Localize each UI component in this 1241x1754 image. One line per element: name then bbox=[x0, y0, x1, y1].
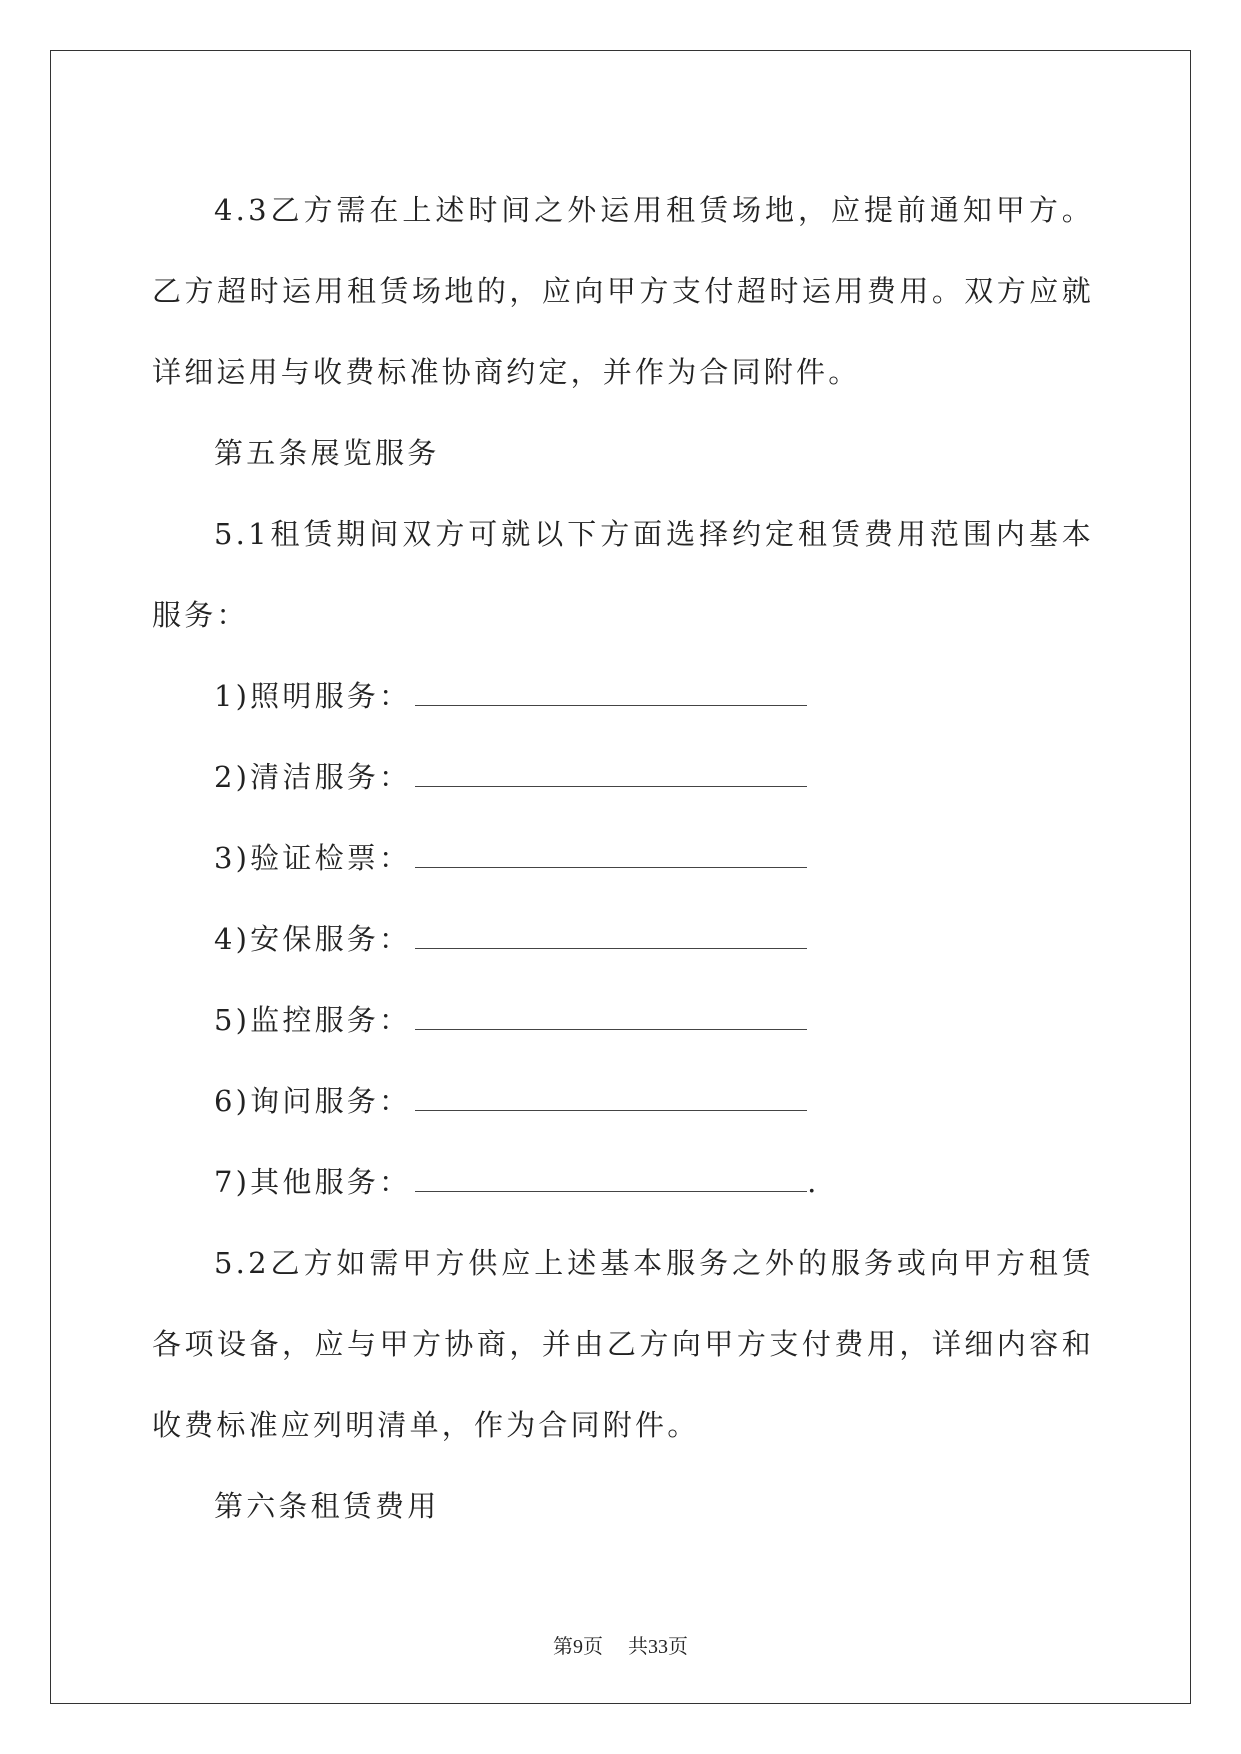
service-item bbox=[152, 1142, 1094, 1223]
section-heading-5: 第五条展览服务 bbox=[214, 436, 440, 470]
service-label: 7)其他服务： bbox=[214, 1165, 412, 1199]
blank-line bbox=[415, 1171, 807, 1192]
service-label: 2)清洁服务： bbox=[214, 760, 412, 794]
paragraph-5-2: 5.2乙方如需甲方供应上述基本服务之外的服务或向甲方租赁各项设备，应与甲方协商，并由乙方向甲方支付费用，详细内容和收费标准应列明清单，作为合同附件。 bbox=[152, 1246, 1094, 1442]
blank-line bbox=[415, 1090, 807, 1111]
service-label: 1)照明服务： bbox=[214, 679, 412, 713]
service-label: 5)监控服务： bbox=[214, 1003, 412, 1037]
service-item bbox=[152, 899, 1094, 980]
section-heading-6: 第六条租赁费用 bbox=[214, 1489, 440, 1523]
blank-line bbox=[415, 685, 807, 706]
blank-line bbox=[415, 766, 807, 787]
paragraph-5-1: 5.1租赁期间双方可就以下方面选择约定租赁费用范围内基本服务： bbox=[152, 517, 1094, 632]
service-item bbox=[152, 656, 1094, 737]
service-label: 4)安保服务： bbox=[214, 922, 412, 956]
service-label: 6)询问服务： bbox=[214, 1084, 412, 1118]
service-item bbox=[152, 980, 1094, 1061]
page-number: 第9页 bbox=[553, 1636, 603, 1658]
service-item bbox=[152, 1061, 1094, 1142]
total-pages: 共33页 bbox=[628, 1636, 688, 1658]
service-label: 3)验证检票： bbox=[214, 841, 412, 875]
blank-line bbox=[415, 928, 807, 949]
service-item bbox=[152, 818, 1094, 899]
page-footer bbox=[0, 1630, 1241, 1659]
document-body bbox=[152, 170, 1094, 1547]
service-item bbox=[152, 737, 1094, 818]
blank-line bbox=[415, 847, 807, 868]
period: . bbox=[807, 1165, 820, 1199]
paragraph-4-3: 4.3乙方需在上述时间之外运用租赁场地，应提前通知甲方。乙方超时运用租赁场地的，应向甲方支付超时运用费用。双方应就详细运用与收费标准协商约定，并作为合同附件。 bbox=[152, 193, 1094, 389]
blank-line bbox=[415, 1009, 807, 1030]
